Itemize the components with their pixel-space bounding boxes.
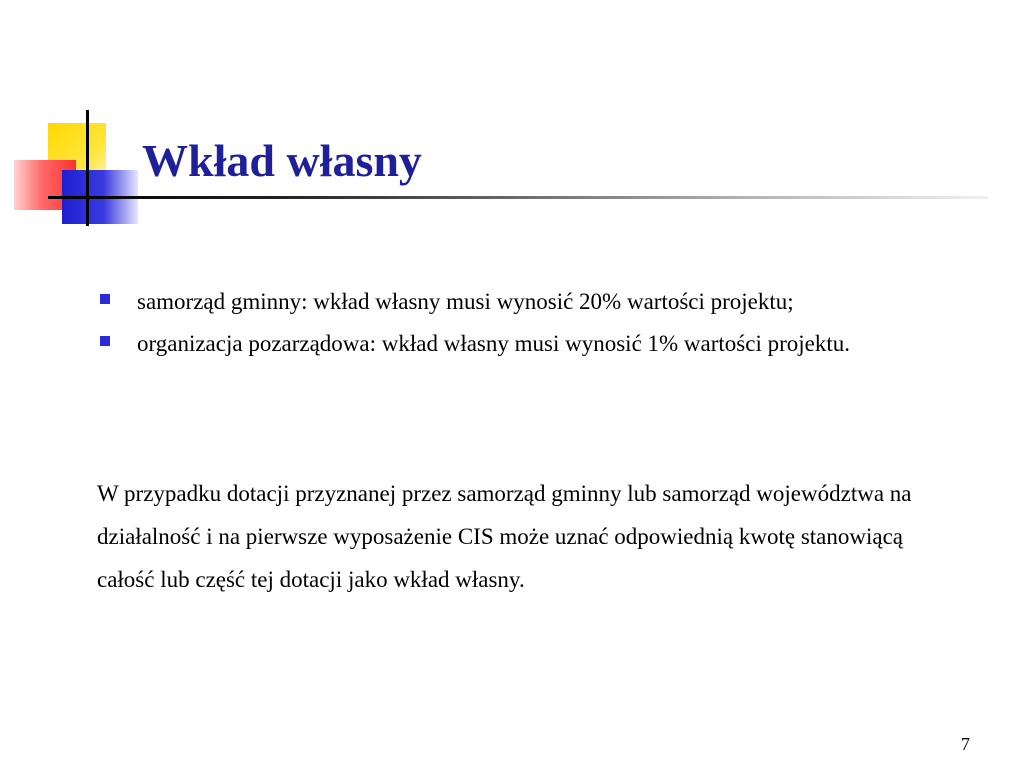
slide-title: Wkład własny xyxy=(142,135,422,186)
square-bullet-icon xyxy=(100,336,110,346)
bullet-item xyxy=(100,286,930,317)
page-number: 7 xyxy=(961,734,970,754)
title-underline-rule xyxy=(48,196,988,199)
bullet-text: organizacja pozarządowa: wkład własny musi wynosić 1% wartości projektu. xyxy=(137,331,850,356)
square-bullet-icon xyxy=(100,294,110,304)
vertical-rule xyxy=(86,110,89,226)
bullet-item xyxy=(100,328,930,359)
bullet-list xyxy=(100,286,930,370)
body-paragraph: W przypadku dotacji przyznanej przez samorząd gminny lub samorząd województwa na działalność i na pierwsze wyposażenie CIS może uznać odpowiednią kwotę stanowiącą całość lub część tej dotacji jako wkład własny. xyxy=(97,481,912,592)
bullet-text: samorząd gminny: wkład własny musi wynosić 20% wartości projektu; xyxy=(137,289,794,314)
